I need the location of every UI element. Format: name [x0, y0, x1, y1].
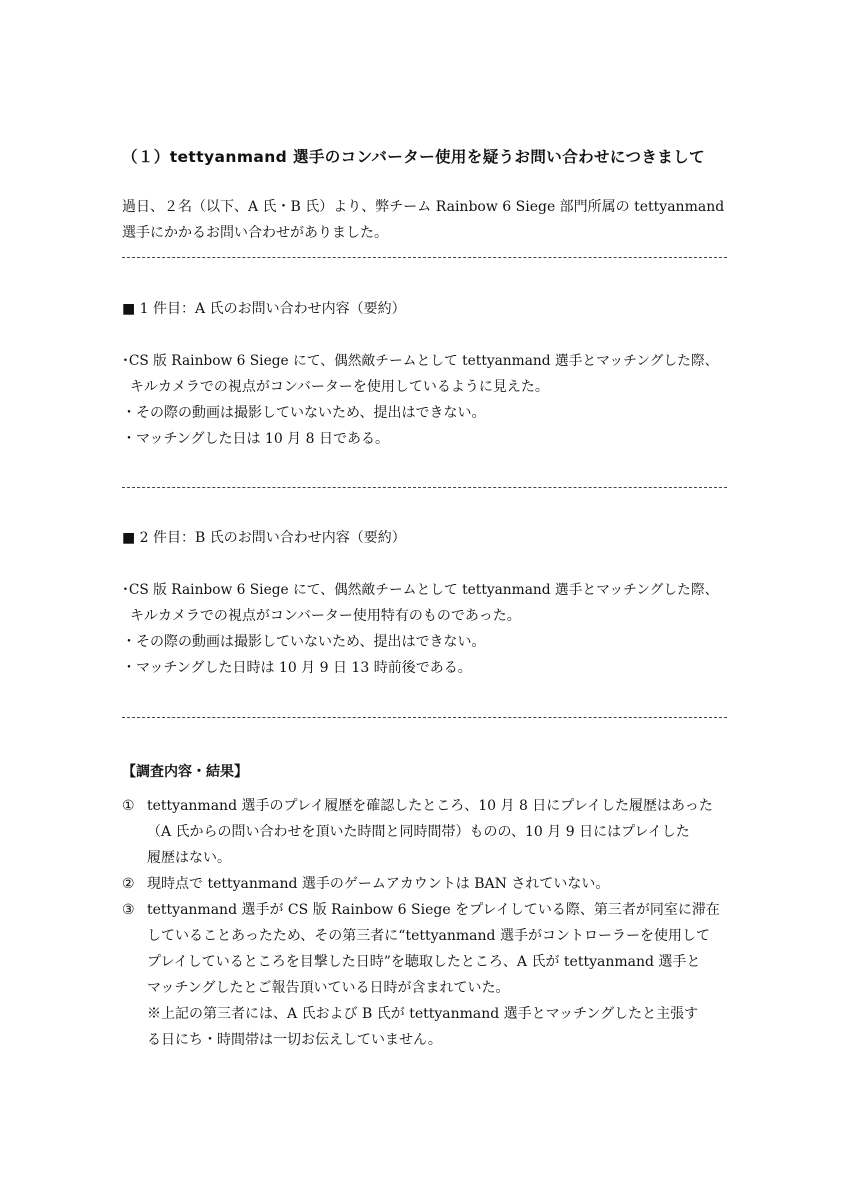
- result-line: 現時点で tettyanmand 選手のゲームアカウントは BAN されていない。: [147, 876, 610, 892]
- result-item: [122, 793, 728, 871]
- result-line: していることあったため、その第三者に“tettyanmand 選手がコントローラーを使用して: [147, 928, 710, 944]
- result-note-line: ※上記の第三者には、A 氏および B 氏が tettyanmand 選手とマッチングしたと主張す: [147, 1006, 699, 1022]
- document-title: （１）tettyanmand 選手のコンバーター使用を疑うお問い合わせにつきまして: [122, 148, 705, 166]
- result-line: マッチングしたとご報告頂いている日時が含まれていた。: [147, 980, 510, 996]
- intro-line: 過日、２名（以下、A 氏・B 氏）より、弊チーム Rainbow 6 Siege 部門所属の tettyanmand: [122, 199, 725, 215]
- result-number: ③: [122, 902, 135, 918]
- results-list: [122, 793, 728, 1053]
- result-line: 履歴はない。: [147, 850, 231, 866]
- case1-details: [122, 348, 728, 452]
- result-line: プレイしているところを目撃した日時”を聴取したところ、A 氏が tettyanmand 選手と: [147, 954, 701, 970]
- case1-line: キルカメラでの視点がコンバーターを使用しているように見えた。: [130, 379, 549, 395]
- result-number: ①: [122, 798, 135, 814]
- dashed-divider: [122, 717, 727, 718]
- case2-heading: ■ 2 件目：B 氏のお問い合わせ内容（要約）: [122, 530, 406, 546]
- case1-line: ･CS 版 Rainbow 6 Siege にて、偶然敵チームとして tettyanmand 選手とマッチングした際、: [122, 353, 719, 369]
- result-number: ②: [122, 876, 135, 892]
- dashed-divider: [122, 257, 727, 258]
- result-line: tettyanmand 選手のプレイ履歴を確認したところ、10 月 8 日にプレイした履歴はあった: [147, 798, 713, 814]
- case1-heading: ■ 1 件目：A 氏のお問い合わせ内容（要約）: [122, 301, 406, 317]
- case2-line: キルカメラでの視点がコンバーター使用特有のものであった。: [130, 608, 521, 624]
- intro-paragraph: [122, 194, 728, 246]
- case2-details: [122, 577, 728, 681]
- case2-line: ･CS 版 Rainbow 6 Siege にて、偶然敵チームとして tettyanmand 選手とマッチングした際、: [122, 582, 719, 598]
- case1-line: ・その際の動画は撮影していないため、提出はできない。: [122, 405, 486, 421]
- result-item: [122, 871, 728, 897]
- case1-line: ・マッチングした日は 10 月 8 日である。: [122, 431, 389, 447]
- result-item: [122, 897, 728, 1053]
- case2-line: ・その際の動画は撮影していないため、提出はできない。: [122, 634, 486, 650]
- result-line: （A 氏からの問い合わせを頂いた時間と同時間帯）ものの、10 月 9 日にはプレイした: [147, 824, 690, 840]
- case2-line: ・マッチングした日時は 10 月 9 日 13 時前後である。: [122, 660, 472, 676]
- results-heading: 【調査内容・結果】: [122, 764, 248, 780]
- result-line: tettyanmand 選手が CS 版 Rainbow 6 Siege をプレイしている際、第三者が同室に滞在: [147, 902, 720, 918]
- dashed-divider: [122, 487, 727, 488]
- result-note-line: る日にち・時間帯は一切お伝えしていません。: [147, 1032, 442, 1048]
- intro-line: 選手にかかるお問い合わせがありました。: [122, 225, 388, 241]
